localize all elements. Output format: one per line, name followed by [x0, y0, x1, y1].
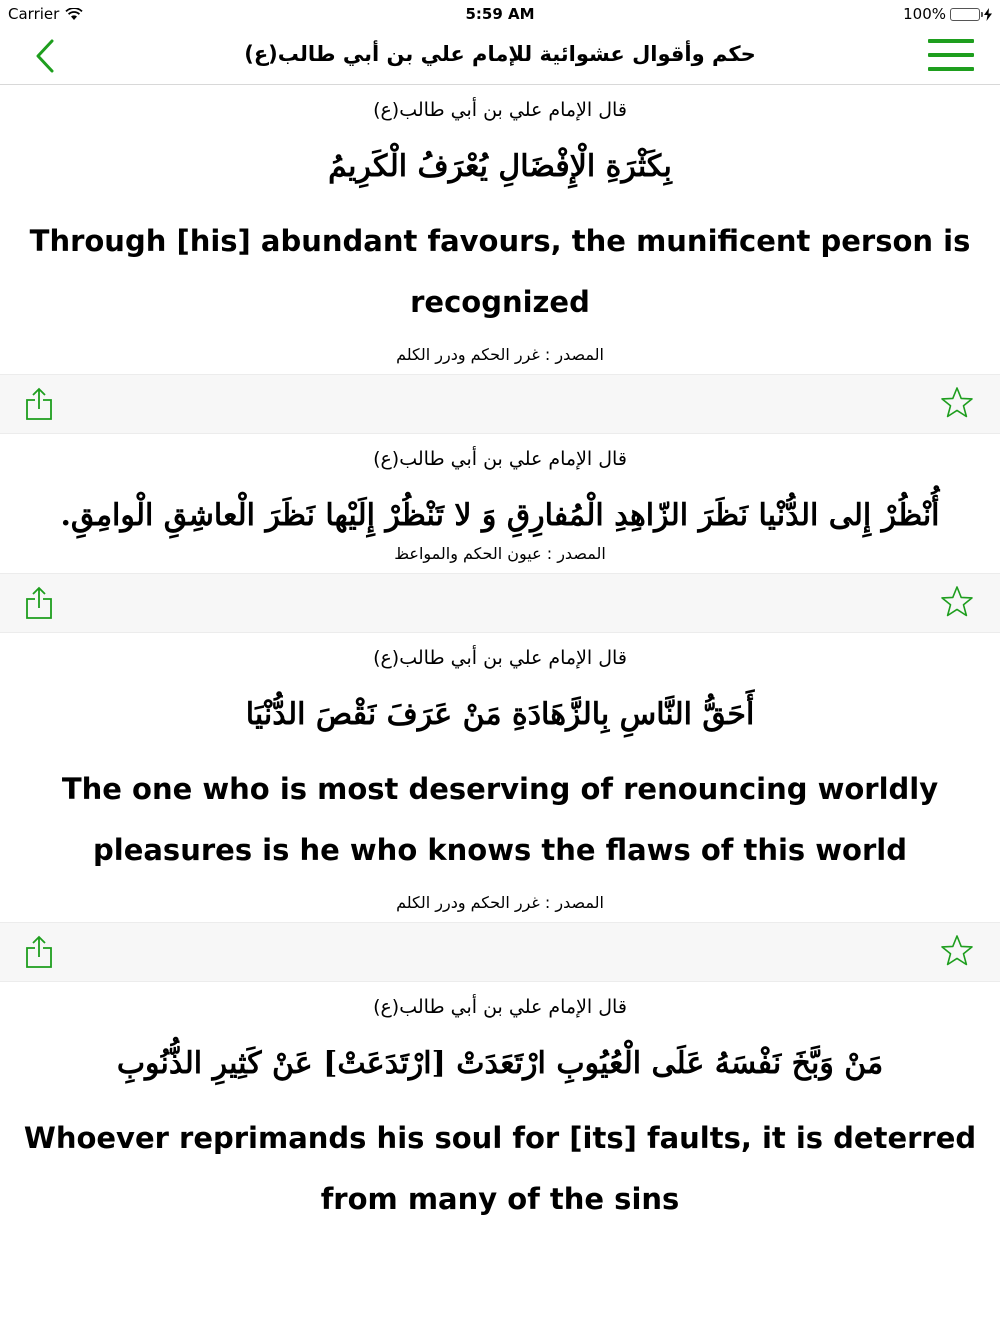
- english-translation: The one who is most deserving of renouncing worldly pleasures is he who knows the flaws of this world: [61, 772, 939, 867]
- saying-card: [0, 85, 1000, 374]
- back-button[interactable]: [30, 38, 64, 74]
- saying-card: [0, 633, 1000, 922]
- arabic-text: أَحَقُّ النَّاسِ بِالزَّهَادَةِ مَنْ عَرَفَ نَقْصَ الدُّنْيَا: [245, 697, 755, 732]
- sayer-label: قال الإمام علي بن أبي طالب(ع): [373, 448, 627, 470]
- share-icon[interactable]: [24, 935, 54, 969]
- english-translation: Whoever reprimands his soul for [its] faults, it is deterred from many of the sins: [23, 1121, 977, 1216]
- saying-card: [0, 982, 1000, 1230]
- source-label: المصدر : عيون الحكم والمواعظ: [394, 544, 606, 563]
- card-actions: [0, 573, 1000, 633]
- card-actions: [0, 922, 1000, 982]
- battery-icon: [950, 8, 980, 21]
- share-icon[interactable]: [24, 586, 54, 620]
- sayings-list[interactable]: [0, 85, 1000, 1230]
- status-right: [903, 5, 992, 23]
- card-actions: [0, 374, 1000, 434]
- english-translation: Through [his] abundant favours, the munificent person is recognized: [29, 224, 971, 319]
- page-title: حكم وأقوال عشوائية للإمام علي بن أبي طالب(ع): [244, 42, 756, 66]
- hamburger-icon-line: [928, 53, 974, 57]
- hamburger-icon-line: [928, 39, 974, 43]
- arabic-text: بِكَثْرَةِ الْإِفْضَالِ يُعْرَفُ الْكَرِيمُ: [328, 149, 672, 184]
- arabic-text: أُنْظُرْ إِلى الدُّنْيا نَظَرَ الزّاهِدِ الْمُفارِقِ وَ لا تَنْظُرْ إِلَيْها نَظَرَ الْعاشِقِ الْوامِقِ.: [60, 498, 940, 533]
- chevron-left-icon: [30, 38, 64, 74]
- status-time: 5:59 AM: [465, 5, 535, 23]
- status-bar: [0, 0, 1000, 28]
- navigation-bar: [0, 28, 1000, 85]
- hamburger-icon-line: [928, 67, 974, 71]
- sayer-label: قال الإمام علي بن أبي طالب(ع): [373, 99, 627, 121]
- sayer-label: قال الإمام علي بن أبي طالب(ع): [373, 647, 627, 669]
- saying-card: [0, 434, 1000, 573]
- arabic-text: مَنْ وَبَّخَ نَفْسَهُ عَلَى الْعُيُوبِ ارْتَعَدَتْ [ارْتَدَعَتْ] عَنْ كَثِيرِ الذُّنُوبِ: [116, 1046, 884, 1081]
- carrier-label: Carrier: [8, 5, 60, 23]
- source-label: المصدر : غرر الحكم ودرر الكلم: [396, 893, 604, 912]
- star-icon[interactable]: [940, 585, 974, 619]
- star-icon[interactable]: [940, 386, 974, 420]
- sayer-label: قال الإمام علي بن أبي طالب(ع): [373, 996, 627, 1018]
- menu-button[interactable]: [928, 39, 974, 73]
- star-icon[interactable]: [940, 934, 974, 968]
- share-icon[interactable]: [24, 387, 54, 421]
- battery-percent: 100%: [903, 5, 946, 23]
- charging-icon: [984, 8, 992, 21]
- source-label: المصدر : غرر الحكم ودرر الكلم: [396, 345, 604, 364]
